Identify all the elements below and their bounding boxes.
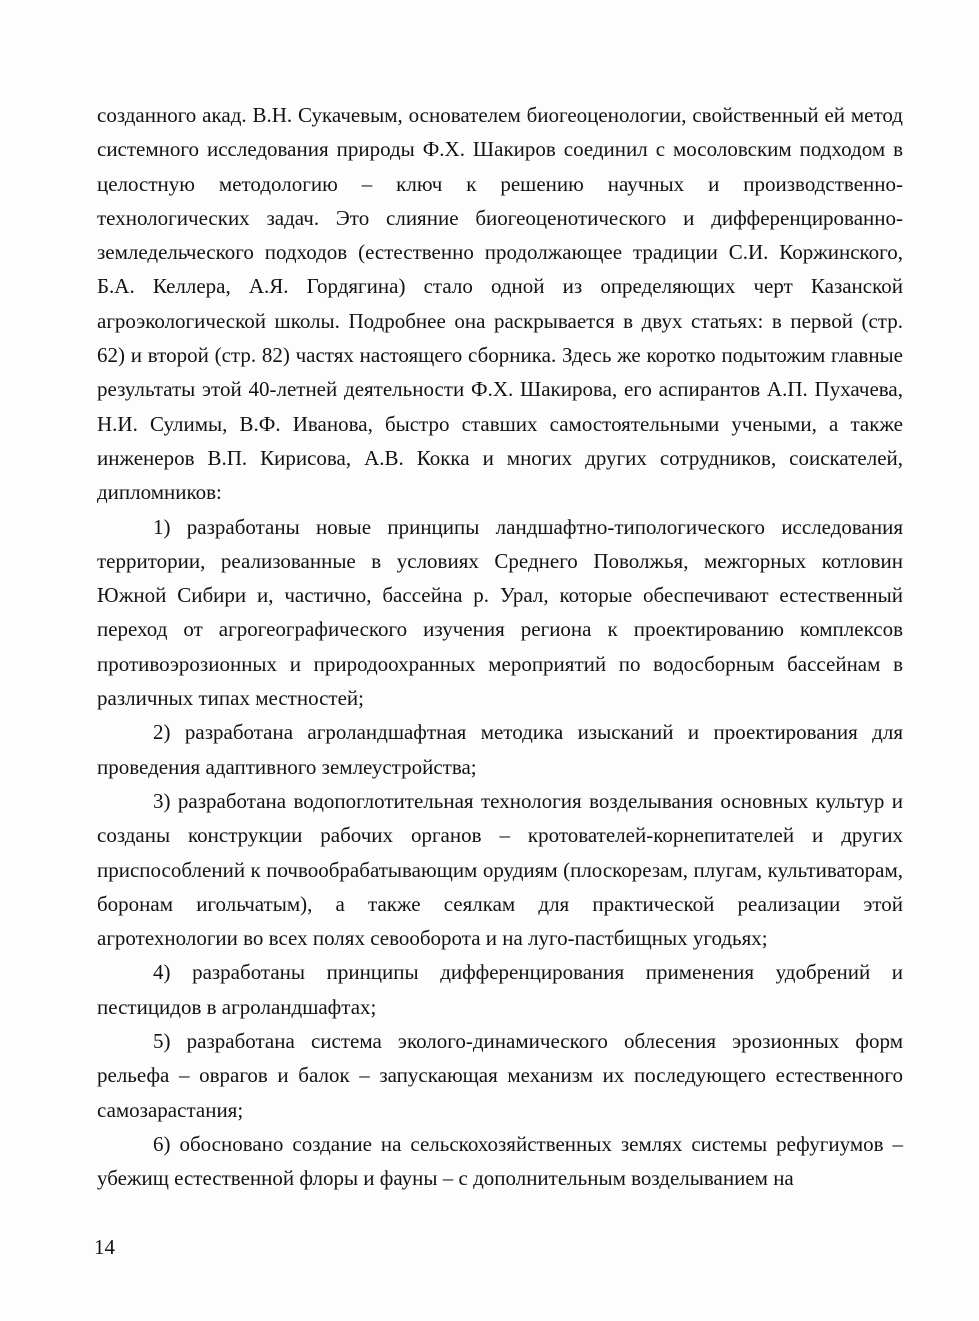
list-item-4: 4) разработаны принципы дифференцирования применения удобрений и пестицидов в агроландшафтах;: [97, 960, 903, 1019]
list-item-2: 2) разработана агроландшафтная методика изысканий и проектирования для проведения адаптивного землеустройства;: [97, 720, 903, 779]
body-text: [97, 98, 903, 1196]
list-item-1: 1) разработаны новые принципы ландшафтно-типологического исследования территории, реализованные в условиях Среднего Поволжья, межгорных котловин Южной Сибири и, частично, бассейна р. Урал, которые обеспечивают естественный переход от агрогеографического изучения региона к проектированию комплексов противоэрозионных и природоохранных мероприятий по водосборным бассейнам в различных типах местностей;: [97, 514, 903, 711]
list-item-6: 6) обосновано создание на сельскохозяйственных землях системы рефугиумов – убежищ естественной флоры и фауны – с дополнительным возделыванием на: [97, 1131, 903, 1191]
paragraph-intro: созданного акад. В.Н. Сукачевым, основателем биогеоценологии, свойственный ей метод системного исследования природы Ф.Х. Шакиров соединил с мосоловским подходом в целостную методологию – ключ к решению научных и производственно-технологических задач. Это слияние биогеоценотического и дифференцированно-земледельческого подходов (естественно продолжающее традиции С.И. Коржинского, Б.А. Келлера, А.Я. Гордягина) стало одной из определяющих черт Казанской агроэкологической школы. Подробнее она раскрывается в двух статьях: в первой (стр. 62) и второй (стр. 82) частях настоящего сборника. Здесь же коротко подытожим главные результаты этой 40-летней деятельности Ф.Х. Шакирова, его аспирантов А.П. Пухачева, Н.И. Сулимы, В.Ф. Иванова, быстро ставших самостоятельными учеными, а также инженеров В.П. Кирисова, А.В. Кокка и многих других сотрудников, соискателей, дипломников:: [97, 103, 903, 505]
page-number: 14: [94, 1235, 115, 1259]
list-item-3: 3) разработана водопоглотительная технология возделывания основных культур и созданы конструкции рабочих органов – кротователей-корнепитателей и других приспособлений к почвообрабатывающим орудиям (плоскорезам, плугам, культиваторам, боронам игольчатым), а также сеялкам для практической реализации этой агротехнологии во всех полях севооборота и на луго-пастбищных угодьях;: [97, 788, 903, 951]
list-item-5: 5) разработана система эколого-динамического облесения эрозионных форм рельефа – оврагов и балок – запускающая механизм их последующего естественного самозарастания;: [97, 1029, 903, 1122]
